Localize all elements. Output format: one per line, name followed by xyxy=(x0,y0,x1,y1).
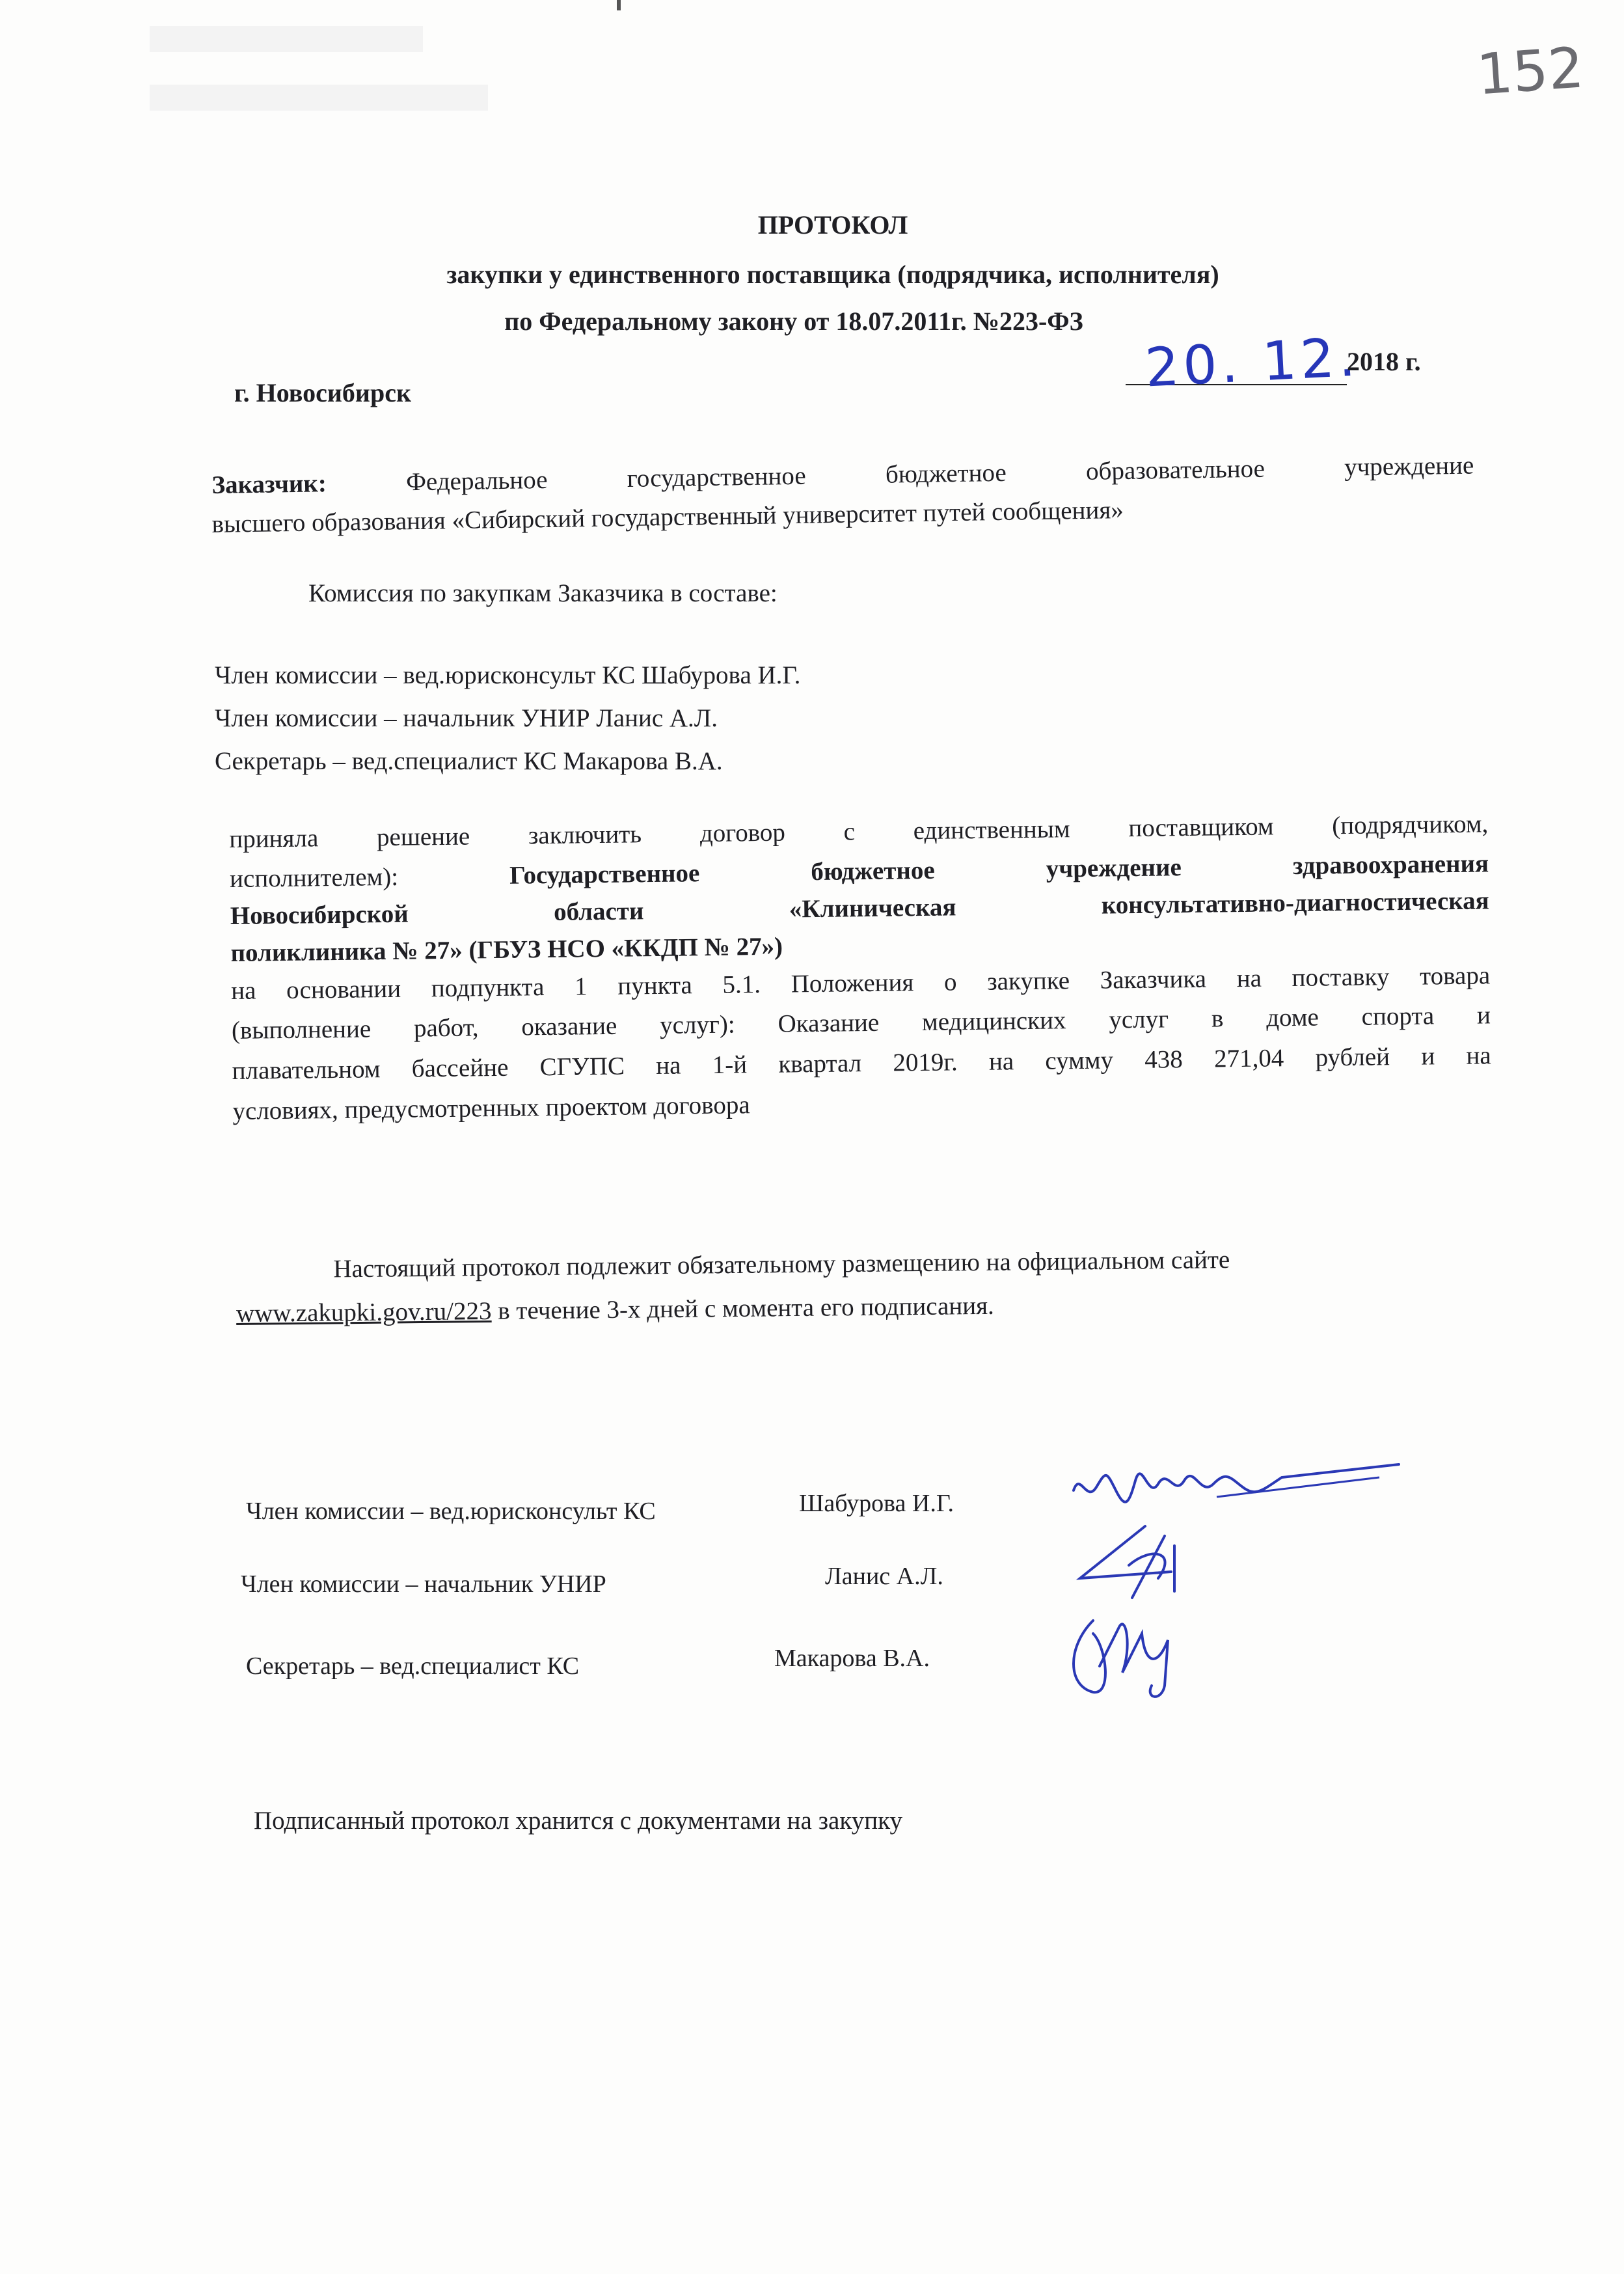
zakupki-link[interactable]: www.zakupki.gov.ru/223 xyxy=(236,1296,492,1328)
scan-artifact xyxy=(150,85,488,111)
basis-line-4: условиях, предусмотренных проектом договора xyxy=(232,1091,750,1125)
supplier-name-part-3: поликлиника № 27» (ГБУЗ НСО «ККДП № 27») xyxy=(230,932,783,967)
handwritten-signature-3 xyxy=(1054,1608,1210,1705)
document-subtitle-2: по Федеральному закону от 18.07.2011г. №223-ФЗ xyxy=(504,307,1083,336)
signature-name-2: Ланис А.Л. xyxy=(825,1563,943,1590)
document-title: ПРОТОКОЛ xyxy=(757,210,908,240)
supplier-name-part-1: Государственное бюджетное учреждение здравоохранения xyxy=(509,849,1489,890)
signature-name-3: Макарова В.А. xyxy=(774,1645,930,1672)
member-secretary: Секретарь – вед.специалист КС Макарова В.А. xyxy=(215,747,723,775)
signature-role-2: Член комиссии – начальник УНИР xyxy=(241,1570,606,1598)
document-subtitle-1: закупки у единственного поставщика (подрядчика, исполнителя) xyxy=(446,260,1219,289)
handwritten-date: 20. 12. xyxy=(1143,326,1361,400)
commission-intro: Комиссия по закупкам Заказчика в составе: xyxy=(308,579,778,607)
basis-line-2: (выполнение работ, оказание услуг): Оказание медицинских услуг в доме спорта и xyxy=(231,1001,1491,1045)
city: г. Новосибирск xyxy=(234,378,411,407)
publish-text-2: в течение 3-х дней с момента его подписания. xyxy=(491,1291,994,1325)
customer-name-part-1: Федеральное государственное бюджетное образовательное учреждение xyxy=(405,451,1474,497)
scan-artifact xyxy=(617,0,621,10)
date-year: 2018 г. xyxy=(1347,347,1421,376)
handwritten-signature-1 xyxy=(1067,1451,1405,1523)
decision-paragraph xyxy=(229,802,1492,1132)
supplier-name-part-2: Новосибирской области «Клиническая консультативно-диагностическая xyxy=(230,886,1489,930)
page-number: 152 xyxy=(1474,35,1586,108)
publish-text-1: Настоящий протокол подлежит обязательному размещению на официальном сайте xyxy=(333,1245,1230,1283)
basis-line-3: плавательном бассейне СГУПС на 1-й квартал 2019г. на сумму 438 271,04 рублей и на xyxy=(232,1041,1491,1085)
decision-line-1: приняла решение заключить договор с единственным поставщиком (подрядчиком, xyxy=(229,810,1489,853)
customer-label: Заказчик: xyxy=(211,469,327,499)
footer-note: Подписанный протокол хранится с документами на закупку xyxy=(254,1807,902,1835)
handwritten-signature-2 xyxy=(1067,1520,1197,1604)
publish-paragraph xyxy=(236,1235,1489,1336)
member-2: Член комиссии – начальник УНИР Ланис А.Л. xyxy=(215,704,718,732)
basis-line-1: на основании подпункта 1 пункта 5.1. Положения о закупке Заказчика на поставку товара xyxy=(230,961,1491,1005)
signature-role-1: Член комиссии – вед.юрисконсульт КС xyxy=(246,1498,656,1525)
member-1: Член комиссии – вед.юрисконсульт КС Шабурова И.Г. xyxy=(215,661,801,689)
scan-artifact xyxy=(150,26,423,52)
customer-line-2: высшего образования «Сибирский государственный университет путей сообщения» xyxy=(211,495,1124,538)
decision-executor-label: исполнителем): xyxy=(229,862,399,893)
signature-role-3: Секретарь – вед.специалист КС xyxy=(246,1652,580,1680)
signature-name-1: Шабурова И.Г. xyxy=(799,1490,954,1517)
